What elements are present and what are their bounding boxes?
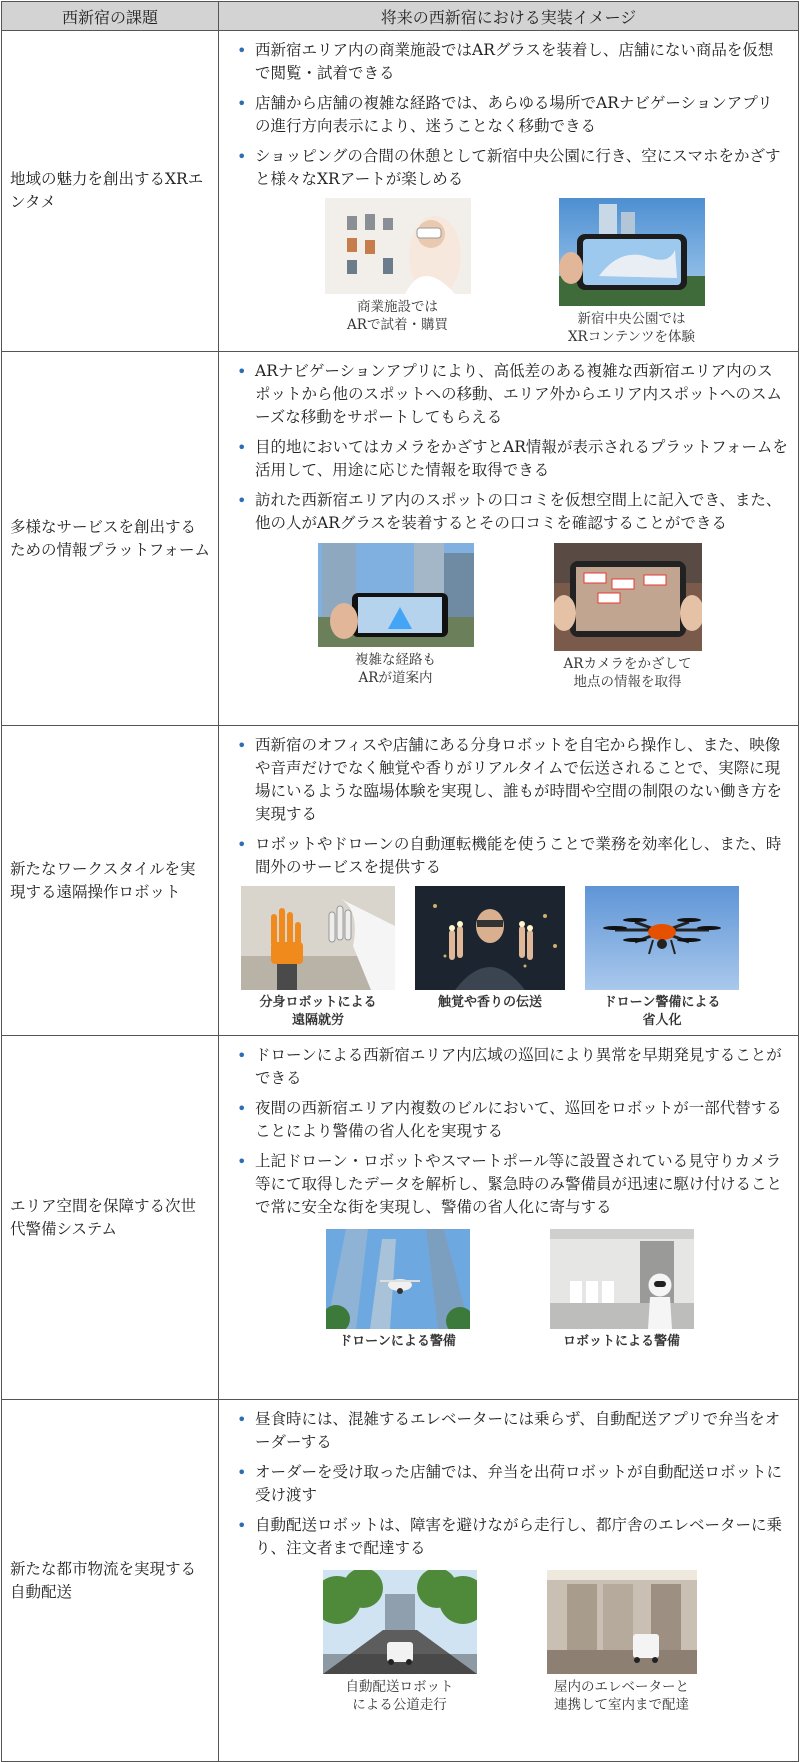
bullet-list (231, 1408, 788, 1560)
header-issue: 西新宿の課題 (2, 2, 219, 31)
image-figure (559, 198, 705, 346)
avatar-robot-hand-photo (241, 886, 395, 990)
issue-label: エリア空間を保障する次世代警備システム (2, 1036, 219, 1400)
bullet-item: • 西新宿エリア内の商業施設ではARグラスを装着し、店舗にない商品を仮想で閲覧・試着できる (231, 39, 788, 85)
bullet-list (231, 39, 788, 191)
table-row (2, 352, 799, 726)
image-caption: 触覚や香りの伝送 (437, 995, 542, 1010)
bullet-item: • 昼食時には、混雑するエレベーターには乗らず、自動配送アプリで弁当をオーダーする (231, 1408, 788, 1454)
implementation-cell (219, 1036, 799, 1400)
implementation-cell (219, 726, 799, 1036)
security-robot-photo (550, 1229, 694, 1329)
security-drone-photo (585, 886, 739, 990)
table-row (2, 1400, 799, 1762)
image-figure (550, 1229, 694, 1351)
park-xr-phone-photo (559, 198, 705, 306)
issue-label: 新たなワークスタイルを実現する遠隔操作ロボット (2, 726, 219, 1036)
issue-label: 新たな都市物流を実現する自動配送 (2, 1400, 219, 1762)
bullet-item: • 店舗から店舗の複雑な経路では、あらゆる場所でARナビゲーションアプリの進行方向表示により、迷うことなく移動できる (231, 92, 788, 138)
implementation-cell (219, 352, 799, 726)
bullet-item: • 目的地においてはカメラをかざすとAR情報が表示されるプラットフォームを活用して、用途に応じた情報を取得できる (231, 436, 788, 482)
issue-label: 地域の魅力を創出するXRエンタメ (2, 31, 219, 352)
image-figure (325, 198, 471, 346)
image-figure (326, 1229, 470, 1351)
bullet-item: • ロボットやドローンの自動運転機能を使うことで業務を効率化し、また、時間外のサービスを提供する (231, 833, 788, 879)
ar-navigation-photo (318, 543, 474, 647)
image-caption: 商業施設では ARで試着・購買 (347, 299, 448, 333)
implementation-table (1, 1, 799, 1762)
image-figure (323, 1570, 477, 1714)
bullet-item: • 上記ドローン・ロボットやスマートポール等に設置されている見守りカメラ等にて取得したデータを解析し、緊急時のみ警備員が迅速に駆け付けることで常に安全な街を実現し、警備の省人化に寄与する (231, 1150, 788, 1219)
image-caption: 複雑な経路も ARが道案内 (355, 652, 436, 686)
bullet-item: • オーダーを受け取った店舗では、弁当を出荷ロボットが自動配送ロボットに受け渡す (231, 1461, 788, 1507)
table-row (2, 31, 799, 352)
delivery-robot-elevator-photo (547, 1570, 697, 1674)
issue-label: 多様なサービスを創出するための情報プラットフォーム (2, 352, 219, 726)
image-figure (554, 543, 702, 691)
implementation-cell (219, 1400, 799, 1762)
bullet-item: • 自動配送ロボットは、障害を避けながら走行し、都庁舎のエレベーターに乗り、注文者まで配達する (231, 1514, 788, 1560)
bullet-list (231, 1044, 788, 1219)
table-header-row (2, 2, 799, 31)
bullet-item: • 西新宿のオフィスや店舗にある分身ロボットを自宅から操作し、また、映像や音声だけでなく触覚や香りがリアルタイムで伝送されることで、実際に現場にいるような臨場体験を実現し、誰もが時間や空間の制限のない働き方を実現する (231, 734, 788, 826)
table-row (2, 726, 799, 1036)
bullet-item: • ARナビゲーションアプリにより、高低差のある複雑な西新宿エリア内のスポットから他のスポットへの移動、エリア外からエリア内スポットへのスムーズな移動をサポートしてもらえる (231, 360, 788, 429)
image-caption: 屋内のエレベーターと 連携して室内まで配達 (554, 1679, 689, 1713)
bullet-list (231, 360, 788, 535)
image-caption: ドローン警備による 省人化 (603, 995, 721, 1028)
image-caption: ドローンによる警備 (339, 1334, 456, 1349)
image-caption: 自動配送ロボット による公道走行 (345, 1679, 454, 1713)
bullet-item: • ショッピングの合間の休憩として新宿中央公園に行き、空にスマホをかざすと様々なXRアートが楽しめる (231, 145, 788, 191)
image-caption: ARカメラをかざして 地点の情報を取得 (563, 656, 692, 690)
image-figure (318, 543, 474, 691)
drone-city-photo (326, 1229, 470, 1329)
bullet-item: • ドローンによる西新宿エリア内広域の巡回により異常を早期発見することができる (231, 1044, 788, 1090)
bullet-item: • 夜間の西新宿エリア内複数のビルにおいて、巡回をロボットが一部代替することにより警備の省人化を実現する (231, 1097, 788, 1143)
image-figure (241, 886, 395, 1030)
implementation-cell (219, 31, 799, 352)
image-caption: 新宿中央公園では XRコンテンツを体験 (567, 311, 696, 345)
image-caption: 分身ロボットによる 遠隔就労 (259, 995, 377, 1028)
bullet-item: • 訪れた西新宿エリア内のスポットの口コミを仮想空間上に記入でき、また、他の人がARグラスを装着するとその口コミを確認することができる (231, 489, 788, 535)
image-figure (415, 886, 565, 1030)
image-figure (585, 886, 739, 1030)
bullet-list (231, 734, 788, 879)
table-row (2, 1036, 799, 1400)
image-caption: ロボットによる警備 (562, 1334, 680, 1349)
ar-camera-info-photo (554, 543, 702, 651)
header-implementation: 将来の西新宿における実装イメージ (219, 2, 799, 31)
image-figure (547, 1570, 697, 1714)
haptic-transmission-photo (415, 886, 565, 990)
delivery-robot-road-photo (323, 1570, 477, 1674)
vr-shopping-photo (325, 198, 471, 294)
